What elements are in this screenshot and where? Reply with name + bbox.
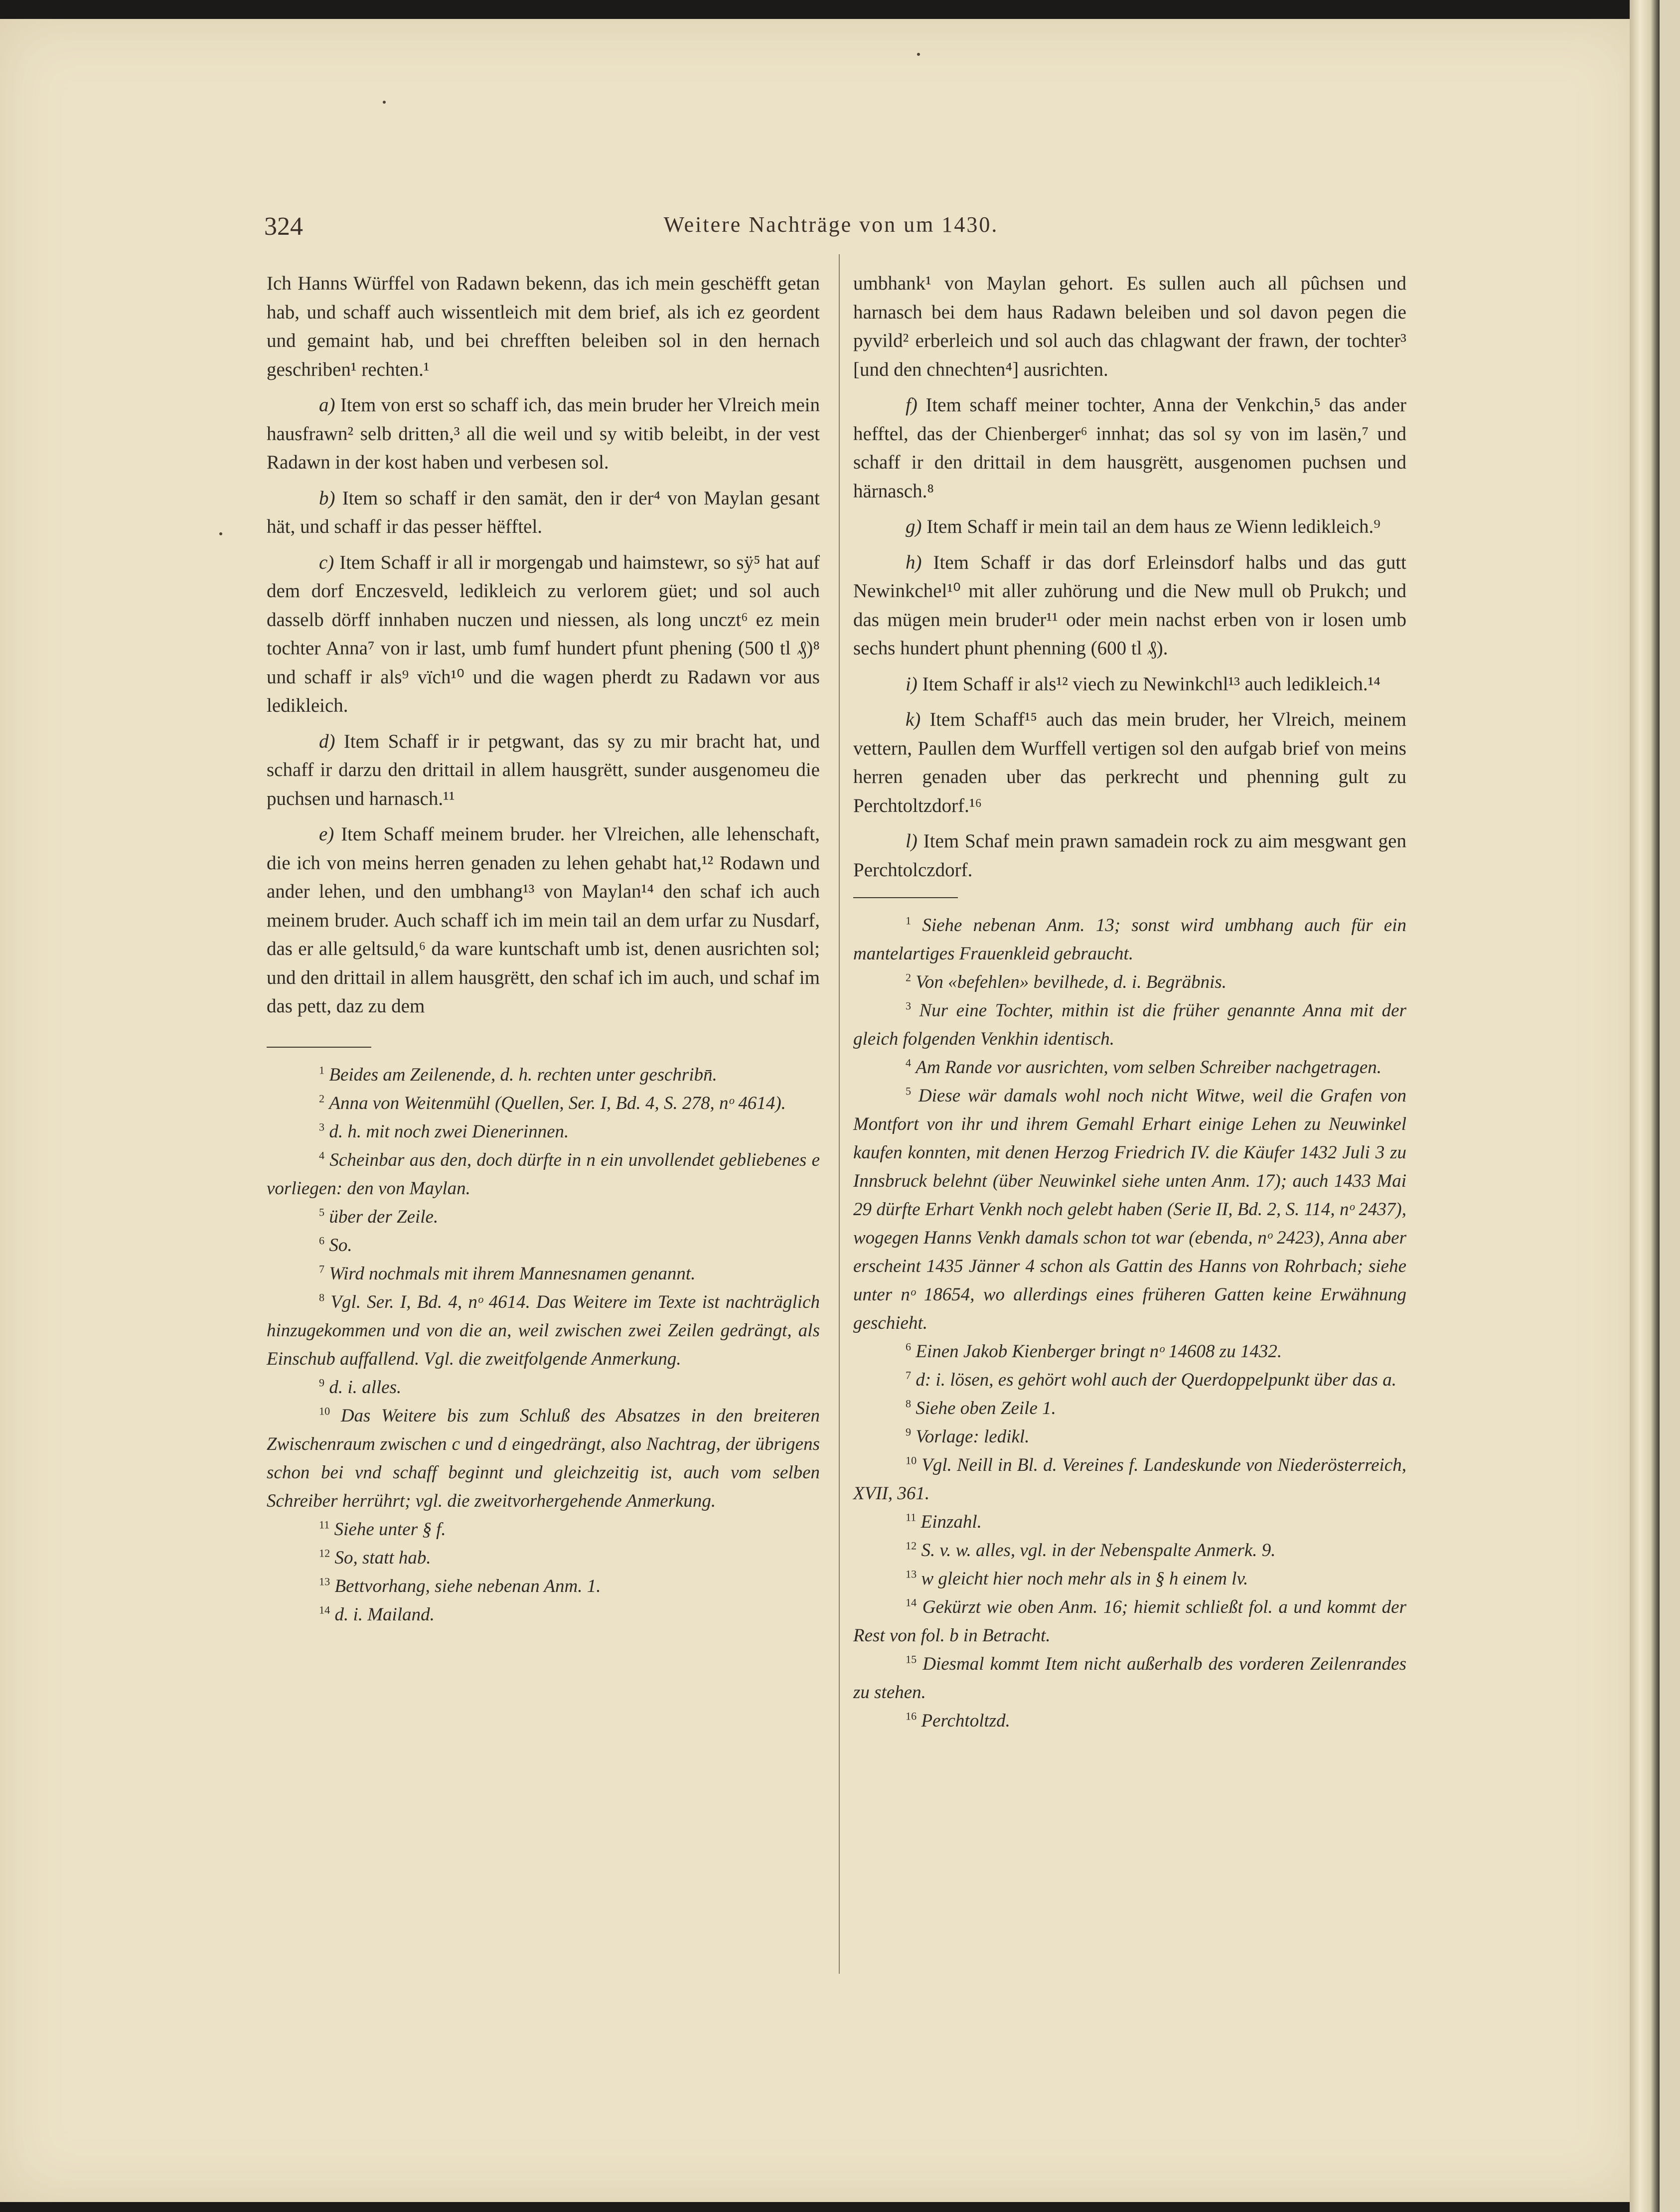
ink-speck xyxy=(383,101,386,104)
footnote: $^1$ Siehe nebenan Anm. 13; sonst wird umbhang auch für ein mantelartiges Frauenkleid gebraucht. xyxy=(853,914,1407,964)
paragraph: Ich Hanns Würffel von Radawn bekenn, das ich mein geschëfft getan hab, und schaff auch wissentleich mit dem brief, als ich ez geordent und gemaint hab, und bei chrefften beleiben sol in den hernach geschriben¹ rechten.¹ xyxy=(267,273,820,380)
page-header xyxy=(264,212,1398,247)
footnote: $^4$ Scheinbar aus den, doch dürfte in n ein unvollendet gebliebenes e vorliegen: den von Maylan. xyxy=(267,1149,820,1199)
right-column xyxy=(853,269,1406,1735)
footnote: $^{14}$ Gekürzt wie oben Anm. 16; hiemit schließt fol. a und kommt der Rest von fol. b in Betracht. xyxy=(853,1596,1407,1646)
footnote: $^{10}$ Vgl. Neill in Bl. d. Vereines f. Landeskunde von Niederösterreich, XVII, 361. xyxy=(853,1454,1407,1504)
paragraph: k) Item Schaff¹⁵ auch das mein bruder, her Vlreich, meinem vettern, Paullen dem Wurffell vertigen sol den aufgab brief von meins herren genaden uber das perkrecht und phenning gult zu Perchtoltzdorf.¹⁶ xyxy=(853,709,1407,816)
paragraph: h) Item Schaff ir das dorf Erleinsdorf halbs und das gutt Newinkchel¹⁰ mit aller zuhörung und die New mull ob Prukch; und das mügen mein bruder¹¹ oder mein nachst erben von ir losen umb sechs hundert phunt phenning (600 tl ₰). xyxy=(853,551,1406,659)
paragraph: a) Item von erst so schaff ich, das mein bruder her Vlreich mein hausfrawn² selb dritten,³ all die weil und sy witib beleibt, in der vest Radawn in der kost haben und verbesen sol. xyxy=(267,394,820,473)
footnote: $^2$ Von «befehlen» bevilhede, d. i. Begräbnis. xyxy=(906,971,1227,992)
paragraph: g) Item Schaff ir mein tail an dem haus ze Wienn ledikleich.⁹ xyxy=(906,516,1380,537)
footnote-rule xyxy=(853,897,958,898)
footnote: $^9$ Vorlage: ledikl. xyxy=(906,1425,1030,1447)
footnote: $^{16}$ Perchtoltzd. xyxy=(906,1710,1010,1731)
footnote: $^{14}$ d. i. Mailand. xyxy=(319,1603,435,1625)
column-divider xyxy=(839,254,840,1974)
footnote: $^3$ d. h. mit noch zwei Dienerinnen. xyxy=(319,1120,569,1142)
paragraph: f) Item schaff meiner tochter, Anna der Venkchin,⁵ das ander hefftel, das der Chienberger⁶ innhat; das sol sy von im lasën,⁷ und schaff ir den drittail in dem hausgrëtt, ausgenomen puchsen und härnasch.⁸ xyxy=(853,394,1407,502)
footnote: $^5$ Diese wär damals wohl noch nicht Witwe, weil die Grafen von Montfort von ihr und ihrem Gemahl Erhart einige Lehen zu Neuwinkel kaufen konnten, mit denen Herzog Friedrich IV. die Käufer 1432 Juli 3 zu Innsbruck belehnt (über Neuwinkel siehe unten Anm. 17); auch 1433 Mai 29 dürfte Erhart Venkh noch gelebt haben (Serie II, Bd. 2, S. 114, nᵒ 2437), wogegen Hanns Venkh damals schon tot war (ebenda, nᵒ 2423), Anna aber erscheint 1435 Jänner 4 schon als Gattin des Hanns von Rohrbach; siehe unter nᵒ 18654, wo allerdings eines früheren Gatten keine Erwähnung geschieht. xyxy=(853,1085,1406,1333)
right-footnotes xyxy=(853,911,1406,1735)
footnote: $^7$ d: i. lösen, es gehört wohl auch der Querdoppelpunkt über das a. xyxy=(906,1369,1396,1390)
footnote: $^{10}$ Das Weitere bis zum Schluß des Absatzes in den breiteren Zwischenraum zwischen c und d eingedrängt, also Nachtrag, der übrigens schon bei vnd schaff beginnt und gleichzeitig ist, auch vom selben Schreiber herrührt; vgl. die zweitvorhergehende Anmerkung. xyxy=(267,1405,820,1511)
left-column xyxy=(267,269,820,1629)
footnote: $^1$ Beides am Zeilenende, d. h. rechten unter geschribn̄. xyxy=(319,1064,717,1085)
footnote: $^{11}$ Einzahl. xyxy=(906,1511,982,1532)
paragraph: b) Item so schaff ir den samät, den ir der⁴ von Maylan gesant hät, und schaff ir das pesser hëfftel. xyxy=(267,487,820,537)
footnote: $^5$ über der Zeile. xyxy=(319,1206,439,1227)
paragraph: l) Item Schaf mein prawn samadein rock zu aim mesgwant gen Perchtolczdorf. xyxy=(853,830,1406,881)
book-spine xyxy=(1630,0,1660,2212)
footnote-rule xyxy=(267,1047,371,1048)
paragraph: i) Item Schaff ir als¹² viech zu Newinkchl¹³ auch ledikleich.¹⁴ xyxy=(906,673,1380,695)
footnote: $^4$ Am Rande vor ausrichten, vom selben Schreiber nachgetragen. xyxy=(906,1056,1382,1078)
footnote: $^6$ Einen Jakob Kienberger bringt nᵒ 14608 zu 1432. xyxy=(906,1340,1282,1362)
paragraph: e) Item Schaff meinem bruder. her Vlreichen, alle lehenschaft, die ich von meins herren genaden zu lehen gehabt hat,¹² Rodawn und ander lehen, und den umbhang¹³ von Maylan¹⁴ den schaf ich auch meinem bruder. Auch schaff ich im mein tail an dem urfar zu Nusdarf, das er alle geltsuld,⁶ da ware kuntschaft umb ist, denen ausrichten sol; und den drittail in allem hausgrëtt, den schaf ich im auch, und schaf im das pett, daz zu dem xyxy=(267,823,820,1017)
paragraph: c) Item Schaff ir all ir morgengab und haimstewr, so sÿ⁵ hat auf dem dorf Enczesveld, ledikleich zu verlorem güet; und sol auch dasselb dörff innhaben nuczen und niessen, als long unczt⁶ ez mein tochter Anna⁷ von ir last, umb fumf hundert pfunt phening (500 tl ₰)⁸ und schaff ir als⁹ vïch¹⁰ und die wagen pherdt zu Radawn vor aus ledikleich. xyxy=(267,551,820,716)
footnote: $^7$ Wird nochmals mit ihrem Mannesnamen genannt. xyxy=(319,1263,696,1284)
footnote: $^{11}$ Siehe unter § f. xyxy=(319,1518,446,1540)
footnote: $^8$ Vgl. Ser. I, Bd. 4, nᵒ 4614. Das Weitere im Texte ist nachträglich hinzugekommen und von die an, weil zwischen zwei Zeilen gedrängt, als Einschub auffallend. Vgl. die zweitfolgende Anmerkung. xyxy=(267,1291,820,1369)
paragraph: umbhank¹ von Maylan gehort. Es sullen auch all pûchsen und harnasch bei dem haus Radawn beleiben und sol davon pegen die pyvild² erberleich und sol auch das chlagwant der frawn, der tochter³ [und den chnechten⁴] ausrichten. xyxy=(853,273,1406,380)
ink-speck xyxy=(917,53,920,56)
ink-speck xyxy=(219,532,222,535)
footnote: $^{12}$ So, statt hab. xyxy=(319,1547,431,1568)
footnote: $^9$ d. i. alles. xyxy=(319,1376,402,1398)
running-title: Weitere Nachträge von um 1430. xyxy=(663,212,999,237)
footnote: $^{13}$ Bettvorhang, siehe nebenan Anm. 1. xyxy=(319,1575,601,1596)
page-number: 324 xyxy=(264,212,303,241)
footnote: $^{15}$ Diesmal kommt Item nicht außerhalb des vorderen Zeilenrandes zu stehen. xyxy=(853,1653,1406,1703)
footnote: $^2$ Anna von Weitenmühl (Quellen, Ser. I, Bd. 4, S. 278, nᵒ 4614). xyxy=(319,1092,786,1113)
facing-page-edge xyxy=(1660,0,1680,2212)
footnote: $^{12}$ S. v. w. alles, vgl. in der Nebenspalte Anmerk. 9. xyxy=(906,1539,1276,1561)
left-footnotes xyxy=(267,1061,820,1629)
footnote: $^6$ So. xyxy=(319,1234,352,1256)
footnote: $^{13}$ w gleicht hier noch mehr als in § h einem lv. xyxy=(906,1568,1248,1589)
footnote: $^3$ Nur eine Tochter, mithin ist die früher genannte Anna mit der gleich folgenden Venkhin identisch. xyxy=(853,999,1406,1049)
paragraph: d) Item Schaff ir ir petgwant, das sy zu mir bracht hat, und schaff ir darzu den drittail in allem hausgrëtt, sunder ausgenomeu die puchsen und harnasch.¹¹ xyxy=(267,730,820,809)
footnote: $^8$ Siehe oben Zeile 1. xyxy=(906,1397,1056,1419)
